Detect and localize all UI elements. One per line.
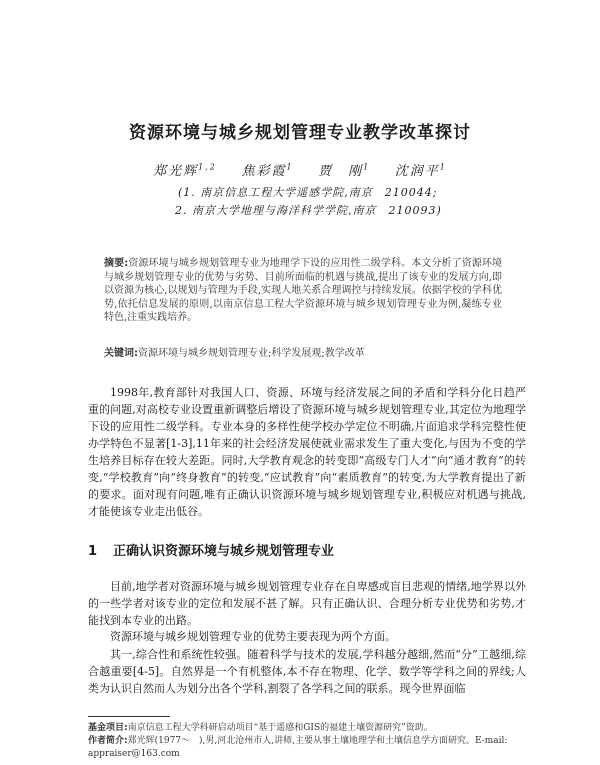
intro-paragraph: 1998年,教育部针对我国人口、资源、环境与经济发展之间的矛盾和学科分化日趋严重的问题,对高校专业设置重新调整后增设了资源环境与城乡规划管理专业,其定位为地理学下设的应用性二级学科。专业本身的多样性使学校办学定位不明确,片面追求学科完整性使办学特色不显著[1-3],11年来的社会经济发展使就业需求发生了重大变化,与因为不变的学生培养目标存在较大差距。同时,大学教育观念的转变即“高级专门人才”向“通才教育”的转变,“学校教育”向“终身教育”的转变,“应试教育”向“素质教育”的转变,为大学教育提出了新的要求。面对现有问题,唯有正确认识资源环境与城乡规划管理专业,积极应对机遇与挑战,才能使该专业走出低谷。 [88, 386, 526, 518]
section-heading [88, 540, 334, 559]
section-number: 1 [88, 544, 98, 559]
body-paragraph-1: 目前,地学者对资源环境与城乡规划管理专业存在自卑感或盲目悲观的情绪,地学界以外的一些学者对该专业的定位和发展不甚了解。只有正确认识、合理分析专业优势和劣势,才能找到本专业的出路。 [88, 580, 526, 627]
abstract-text: 资源环境与城乡规划管理专业为地理学下设的应用性二级学科。本文分析了资源环境与城乡规划管理专业的优势与劣势、目前所面临的机遇与挑战,提出了该专业的发展方向,即以资源为核心,以规划与管理为手段,实现人地关系合理调控与持续发展。依据学校的学科优势,依托信息发展的原则,以南京信息工程大学资源环境与城乡规划管理专业为例,凝练专业特色,注重实践培养。 [104, 258, 503, 323]
author-list [0, 160, 600, 179]
fund-note [88, 722, 526, 735]
footnotes [88, 722, 526, 761]
keywords [104, 344, 502, 359]
body-paragraph-2: 资源环境与城乡规划管理专业的优势主要表现为两个方面。 [110, 630, 396, 643]
section-title: 正确认识资源环境与城乡规划管理专业 [113, 544, 335, 559]
footnote-divider [88, 716, 170, 717]
author-note-label: 作者简介: [88, 736, 128, 746]
paper-title: 资源环境与城乡规划管理专业教学改革探讨 [129, 123, 471, 143]
abstract-label: 摘要: [104, 258, 129, 269]
author-1: 郑光辉$^{1,2}$ [153, 162, 217, 179]
author-3: 贾 刚$^1$ [318, 162, 371, 179]
author-4: 沈润平$^1$ [394, 162, 447, 179]
author-note [88, 735, 526, 761]
abstract [104, 257, 502, 325]
author-note-text: 郑光辉(1977～ ),男,河北沧州市人,讲师,主要从事土壤地理学和土壤信息学方面研究。E-mail: appraiser@163.com [88, 736, 508, 759]
author-2: 焦彩霞$^1$ [241, 162, 294, 179]
affiliation-2: 2. 南京大学地理与海洋科学学院,南京 210093) [175, 204, 442, 217]
fund-label: 基金项目: [88, 723, 128, 733]
keywords-text: 资源环境与城乡规划管理专业;科学发展观;教学改革 [138, 348, 365, 359]
body-paragraph-3: 其一,综合性和系统性较强。随着科学与技术的发展,学科越分越细,然而“分”工越细,综合越重要[4-5]。自然界是一个有机整体,本不存在物理、化学、数学等学科之间的界线;人类为认识自然而人为划分出各个学科,割裂了各学科之间的联系。现今世界面临 [88, 648, 526, 695]
keywords-label: 关键词: [104, 348, 138, 359]
affiliation-1: (1. 南京信息工程大学遥感学院,南京 210044; [178, 186, 438, 199]
fund-text: 南京信息工程大学科研启动项目“基于遥感和GIS的福建土壤资源研究”资助。 [127, 723, 433, 733]
